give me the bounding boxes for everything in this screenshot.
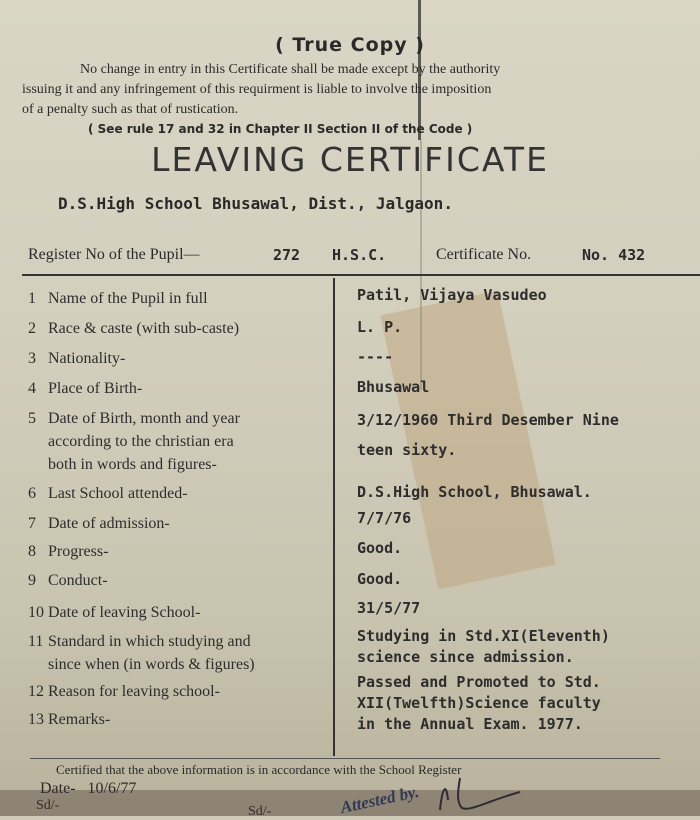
field-value-line: science since admission. [357, 648, 574, 666]
date-label: Date- [40, 780, 76, 797]
register-number: 272 [273, 246, 301, 264]
field-number: 12 [28, 683, 44, 700]
field-label-text: both in words and figures- [48, 456, 217, 473]
field-label-5 [28, 407, 240, 476]
certificate-title: LEAVING CERTIFICATE [151, 140, 549, 179]
field-label-line [28, 630, 255, 653]
field-value-line: Good. [357, 570, 403, 588]
course-code: H.S.C. [332, 246, 387, 264]
field-number: 2 [28, 320, 36, 337]
true-copy-heading: ( True Copy ) [275, 34, 425, 56]
certified-statement: Certified that the above information is in accordance with the School Register [56, 762, 462, 777]
field-label-text: since when (in words & figures) [48, 656, 255, 673]
field-number: 3 [28, 350, 36, 367]
field-label-6 [28, 482, 188, 505]
field-label-text: Place of Birth- [48, 380, 143, 397]
field-label-4 [28, 377, 142, 400]
field-value-line: XII(Twelfth)Science faculty [357, 694, 601, 712]
field-value-line: ---- [357, 348, 394, 366]
footer-rule [30, 758, 660, 759]
field-number: 7 [28, 515, 36, 532]
field-value-line: L. P. [357, 318, 403, 336]
field-label-text: according to the christian era [48, 433, 234, 450]
field-label-8 [28, 540, 108, 563]
field-value-line: 31/5/77 [357, 599, 421, 617]
field-label-text: Date of leaving School- [48, 604, 201, 621]
field-label-13 [28, 708, 110, 731]
field-label-3 [28, 347, 125, 370]
field-label-text: Conduct- [48, 572, 108, 589]
field-value-line: Bhusawal [357, 378, 430, 396]
field-label-text: Race & caste (with sub-caste) [48, 320, 240, 337]
field-value-line: Good. [357, 539, 403, 557]
field-label-line [28, 347, 125, 370]
field-label-line [28, 430, 240, 453]
sd-mid: Sd/- [248, 804, 272, 819]
field-value-1 [357, 285, 547, 306]
field-value-10 [357, 598, 420, 619]
field-value-8 [357, 538, 402, 559]
column-divider [333, 278, 335, 756]
field-label-2 [28, 317, 239, 340]
field-label-line [28, 708, 110, 731]
field-label-11 [28, 630, 255, 676]
certificate-number: No. 432 [582, 246, 646, 264]
field-number: 6 [28, 485, 36, 502]
field-number: 8 [28, 543, 36, 560]
field-label-line [28, 407, 240, 430]
field-number: 4 [28, 380, 36, 397]
field-number: 9 [28, 572, 36, 589]
field-number: 1 [28, 290, 36, 307]
attested-stamp: Attested by. [338, 781, 421, 818]
field-value-line: in the Annual Exam. 1977. [357, 715, 583, 733]
field-label-10 [28, 601, 200, 624]
field-label-text: Remarks- [48, 711, 111, 728]
register-label: Register No of the Pupil— [28, 246, 200, 263]
field-label-9 [28, 569, 108, 592]
notice-line-3: of a penalty such as that of rustication. [22, 102, 239, 117]
date-value: 10/6/77 [87, 780, 137, 797]
header-rule [22, 274, 700, 276]
field-label-text: Nationality- [48, 350, 126, 367]
field-label-text: Progress- [48, 543, 109, 560]
field-label-text: Date of Birth, month and year [48, 410, 240, 427]
bottom-shadow [0, 790, 700, 816]
field-value-12 [357, 672, 601, 735]
field-value-line: Patil, Vijaya Vasudeo [357, 286, 547, 304]
school-name: D.S.High School Bhusawal, Dist., Jalgaon. [58, 194, 453, 213]
field-label-text: Reason for leaving school- [48, 683, 220, 700]
field-number: 11 [28, 633, 44, 650]
field-value-5 [357, 405, 619, 465]
certificate-no-label: Certificate No. [436, 246, 532, 263]
field-value-11 [357, 626, 610, 668]
field-value-9 [357, 569, 402, 590]
field-value-6 [357, 482, 592, 503]
field-label-text: Name of the Pupil in full [48, 290, 208, 307]
field-value-line: 3/12/1960 Third Desember Nine [357, 411, 619, 429]
field-number: 13 [28, 711, 44, 728]
field-value-3 [357, 347, 393, 368]
field-value-4 [357, 377, 429, 398]
field-number: 10 [28, 604, 44, 621]
field-label-line [28, 453, 240, 476]
field-label-line [28, 653, 255, 676]
field-label-line [28, 601, 200, 624]
field-value-line: teen sixty. [357, 441, 457, 459]
field-value-line: D.S.High School, Bhusawal. [357, 483, 592, 501]
field-label-line [28, 512, 170, 535]
field-label-line [28, 482, 188, 505]
notice-line-2: issuing it and any infringement of this requirment is liable to involve the imposition [22, 82, 492, 97]
field-number: 5 [28, 410, 36, 427]
notice-line-1: No change in entry in this Certificate shall be made except by the authority [80, 62, 501, 77]
field-label-7 [28, 512, 170, 535]
field-label-line [28, 287, 208, 310]
field-value-line: Passed and Promoted to Std. [357, 673, 601, 691]
sd-left: Sd/- [36, 798, 60, 813]
field-label-text: Last School attended- [48, 485, 188, 502]
field-value-2 [357, 317, 402, 338]
field-label-text: Date of admission- [48, 515, 170, 532]
field-value-7 [357, 508, 411, 529]
field-label-line [28, 377, 142, 400]
field-label-line [28, 569, 108, 592]
rule-reference: ( See rule 17 and 32 in Chapter II Section II of the Code ) [88, 122, 473, 136]
field-label-1 [28, 287, 208, 310]
field-label-line [28, 680, 220, 703]
field-value-line: Studying in Std.XI(Eleventh) [357, 627, 610, 645]
field-label-line [28, 540, 108, 563]
field-value-line: 7/7/76 [357, 509, 412, 527]
field-label-line [28, 317, 239, 340]
field-label-12 [28, 680, 220, 703]
field-label-text: Standard in which studying and [48, 633, 251, 650]
